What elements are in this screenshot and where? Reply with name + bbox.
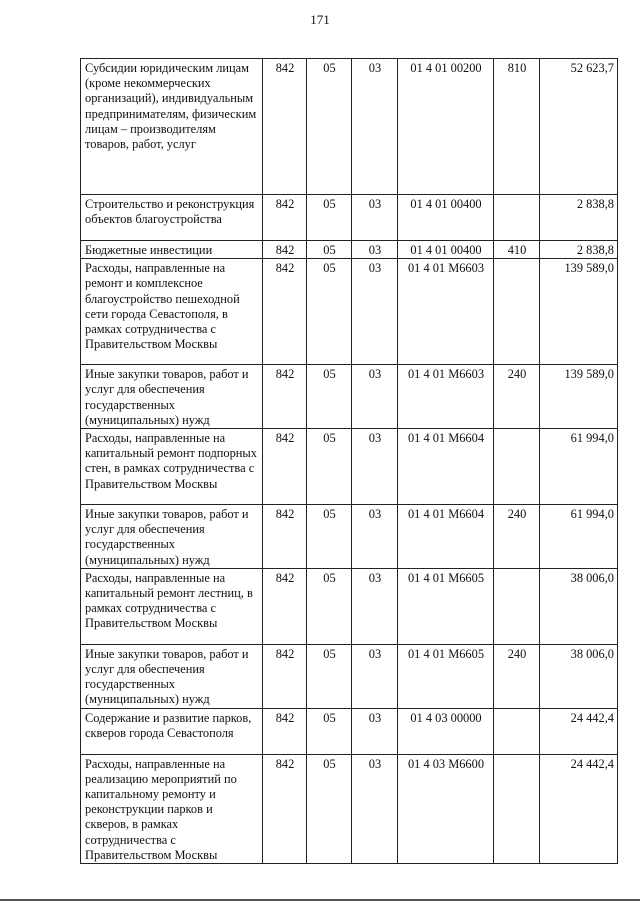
row-ved-cell: 842 xyxy=(263,708,307,754)
row-sum-cell: 24 442,4 xyxy=(540,708,618,754)
row-sum-cell: 38 006,0 xyxy=(540,644,618,708)
row-csr-cell: 01 4 01 00200 xyxy=(398,59,494,195)
page-number: 171 xyxy=(310,12,330,27)
row-ved-cell: 842 xyxy=(263,754,307,863)
row-csr-cell: 01 4 03 М6600 xyxy=(398,754,494,863)
row-vr-cell xyxy=(494,708,540,754)
row-vr-cell: 810 xyxy=(494,59,540,195)
row-rz-cell: 05 xyxy=(307,365,352,429)
row-name-cell: Расходы, направленные на ремонт и комплексное благоустройство пешеходной сети города Севастополя, в рамках сотрудничества с Правительством Москвы xyxy=(81,259,263,365)
table-row xyxy=(81,195,618,241)
row-vr-cell: 410 xyxy=(494,241,540,259)
table-row xyxy=(81,59,618,195)
row-vr-cell xyxy=(494,754,540,863)
table-row xyxy=(81,429,618,505)
row-csr-cell: 01 4 01 М6604 xyxy=(398,429,494,505)
row-pr-cell: 03 xyxy=(352,505,398,569)
table-row xyxy=(81,644,618,708)
row-rz-cell: 05 xyxy=(307,568,352,644)
row-ved-cell: 842 xyxy=(263,644,307,708)
row-csr-cell: 01 4 03 00000 xyxy=(398,708,494,754)
row-rz-cell: 05 xyxy=(307,708,352,754)
row-pr-cell: 03 xyxy=(352,59,398,195)
row-name-cell: Бюджетные инвестиции xyxy=(81,241,263,259)
budget-table xyxy=(80,58,618,864)
row-csr-cell: 01 4 01 М6604 xyxy=(398,505,494,569)
table-row xyxy=(81,568,618,644)
row-sum-cell: 61 994,0 xyxy=(540,505,618,569)
row-rz-cell: 05 xyxy=(307,505,352,569)
row-csr-cell: 01 4 01 М6605 xyxy=(398,568,494,644)
row-vr-cell: 240 xyxy=(494,644,540,708)
table-row xyxy=(81,708,618,754)
row-vr-cell xyxy=(494,429,540,505)
row-ved-cell: 842 xyxy=(263,505,307,569)
row-name-cell: Субсидии юридическим лицам (кроме некоммерческих организаций), индивидуальным предпринимателям, физическим лицам – производителям товаров, работ, услуг xyxy=(81,59,263,195)
row-vr-cell xyxy=(494,195,540,241)
row-rz-cell: 05 xyxy=(307,195,352,241)
row-ved-cell: 842 xyxy=(263,195,307,241)
row-sum-cell: 61 994,0 xyxy=(540,429,618,505)
row-rz-cell: 05 xyxy=(307,754,352,863)
row-ved-cell: 842 xyxy=(263,568,307,644)
row-name-cell: Иные закупки товаров, работ и услуг для обеспечения государственных (муниципальных) нужд xyxy=(81,644,263,708)
row-pr-cell: 03 xyxy=(352,708,398,754)
row-sum-cell: 38 006,0 xyxy=(540,568,618,644)
row-ved-cell: 842 xyxy=(263,59,307,195)
row-pr-cell: 03 xyxy=(352,568,398,644)
row-pr-cell: 03 xyxy=(352,259,398,365)
table-row xyxy=(81,259,618,365)
row-rz-cell: 05 xyxy=(307,59,352,195)
row-name-cell: Содержание и развитие парков, скверов города Севастополя xyxy=(81,708,263,754)
row-name-cell: Расходы, направленные на капитальный ремонт лестниц, в рамках сотрудничества с Правительством Москвы xyxy=(81,568,263,644)
row-name-cell: Расходы, направленные на реализацию мероприятий по капитальному ремонту и реконструкции парков и скверов, в рамках сотрудничества с Правительством Москвы xyxy=(81,754,263,863)
row-csr-cell: 01 4 01 М6603 xyxy=(398,365,494,429)
row-csr-cell: 01 4 01 00400 xyxy=(398,195,494,241)
row-csr-cell: 01 4 01 00400 xyxy=(398,241,494,259)
row-rz-cell: 05 xyxy=(307,259,352,365)
row-vr-cell xyxy=(494,259,540,365)
row-vr-cell: 240 xyxy=(494,365,540,429)
row-name-cell: Строительство и реконструкция объектов благоустройства xyxy=(81,195,263,241)
row-rz-cell: 05 xyxy=(307,241,352,259)
row-pr-cell: 03 xyxy=(352,365,398,429)
row-pr-cell: 03 xyxy=(352,241,398,259)
row-name-cell: Иные закупки товаров, работ и услуг для обеспечения государственных (муниципальных) нужд xyxy=(81,365,263,429)
row-sum-cell: 139 589,0 xyxy=(540,365,618,429)
table-row xyxy=(81,241,618,259)
row-ved-cell: 842 xyxy=(263,241,307,259)
row-ved-cell: 842 xyxy=(263,365,307,429)
table-row xyxy=(81,754,618,863)
row-sum-cell: 2 838,8 xyxy=(540,241,618,259)
row-pr-cell: 03 xyxy=(352,754,398,863)
row-pr-cell: 03 xyxy=(352,195,398,241)
page-bottom-edge xyxy=(0,899,640,901)
row-vr-cell: 240 xyxy=(494,505,540,569)
row-rz-cell: 05 xyxy=(307,429,352,505)
row-sum-cell: 2 838,8 xyxy=(540,195,618,241)
table-row xyxy=(81,365,618,429)
row-vr-cell xyxy=(494,568,540,644)
table-row xyxy=(81,505,618,569)
row-rz-cell: 05 xyxy=(307,644,352,708)
row-name-cell: Иные закупки товаров, работ и услуг для обеспечения государственных (муниципальных) нужд xyxy=(81,505,263,569)
row-pr-cell: 03 xyxy=(352,429,398,505)
row-name-cell: Расходы, направленные на капитальный ремонт подпорных стен, в рамках сотрудничества с Правительством Москвы xyxy=(81,429,263,505)
row-ved-cell: 842 xyxy=(263,259,307,365)
row-ved-cell: 842 xyxy=(263,429,307,505)
row-pr-cell: 03 xyxy=(352,644,398,708)
row-sum-cell: 139 589,0 xyxy=(540,259,618,365)
row-sum-cell: 24 442,4 xyxy=(540,754,618,863)
row-csr-cell: 01 4 01 М6603 xyxy=(398,259,494,365)
row-sum-cell: 52 623,7 xyxy=(540,59,618,195)
row-csr-cell: 01 4 01 М6605 xyxy=(398,644,494,708)
